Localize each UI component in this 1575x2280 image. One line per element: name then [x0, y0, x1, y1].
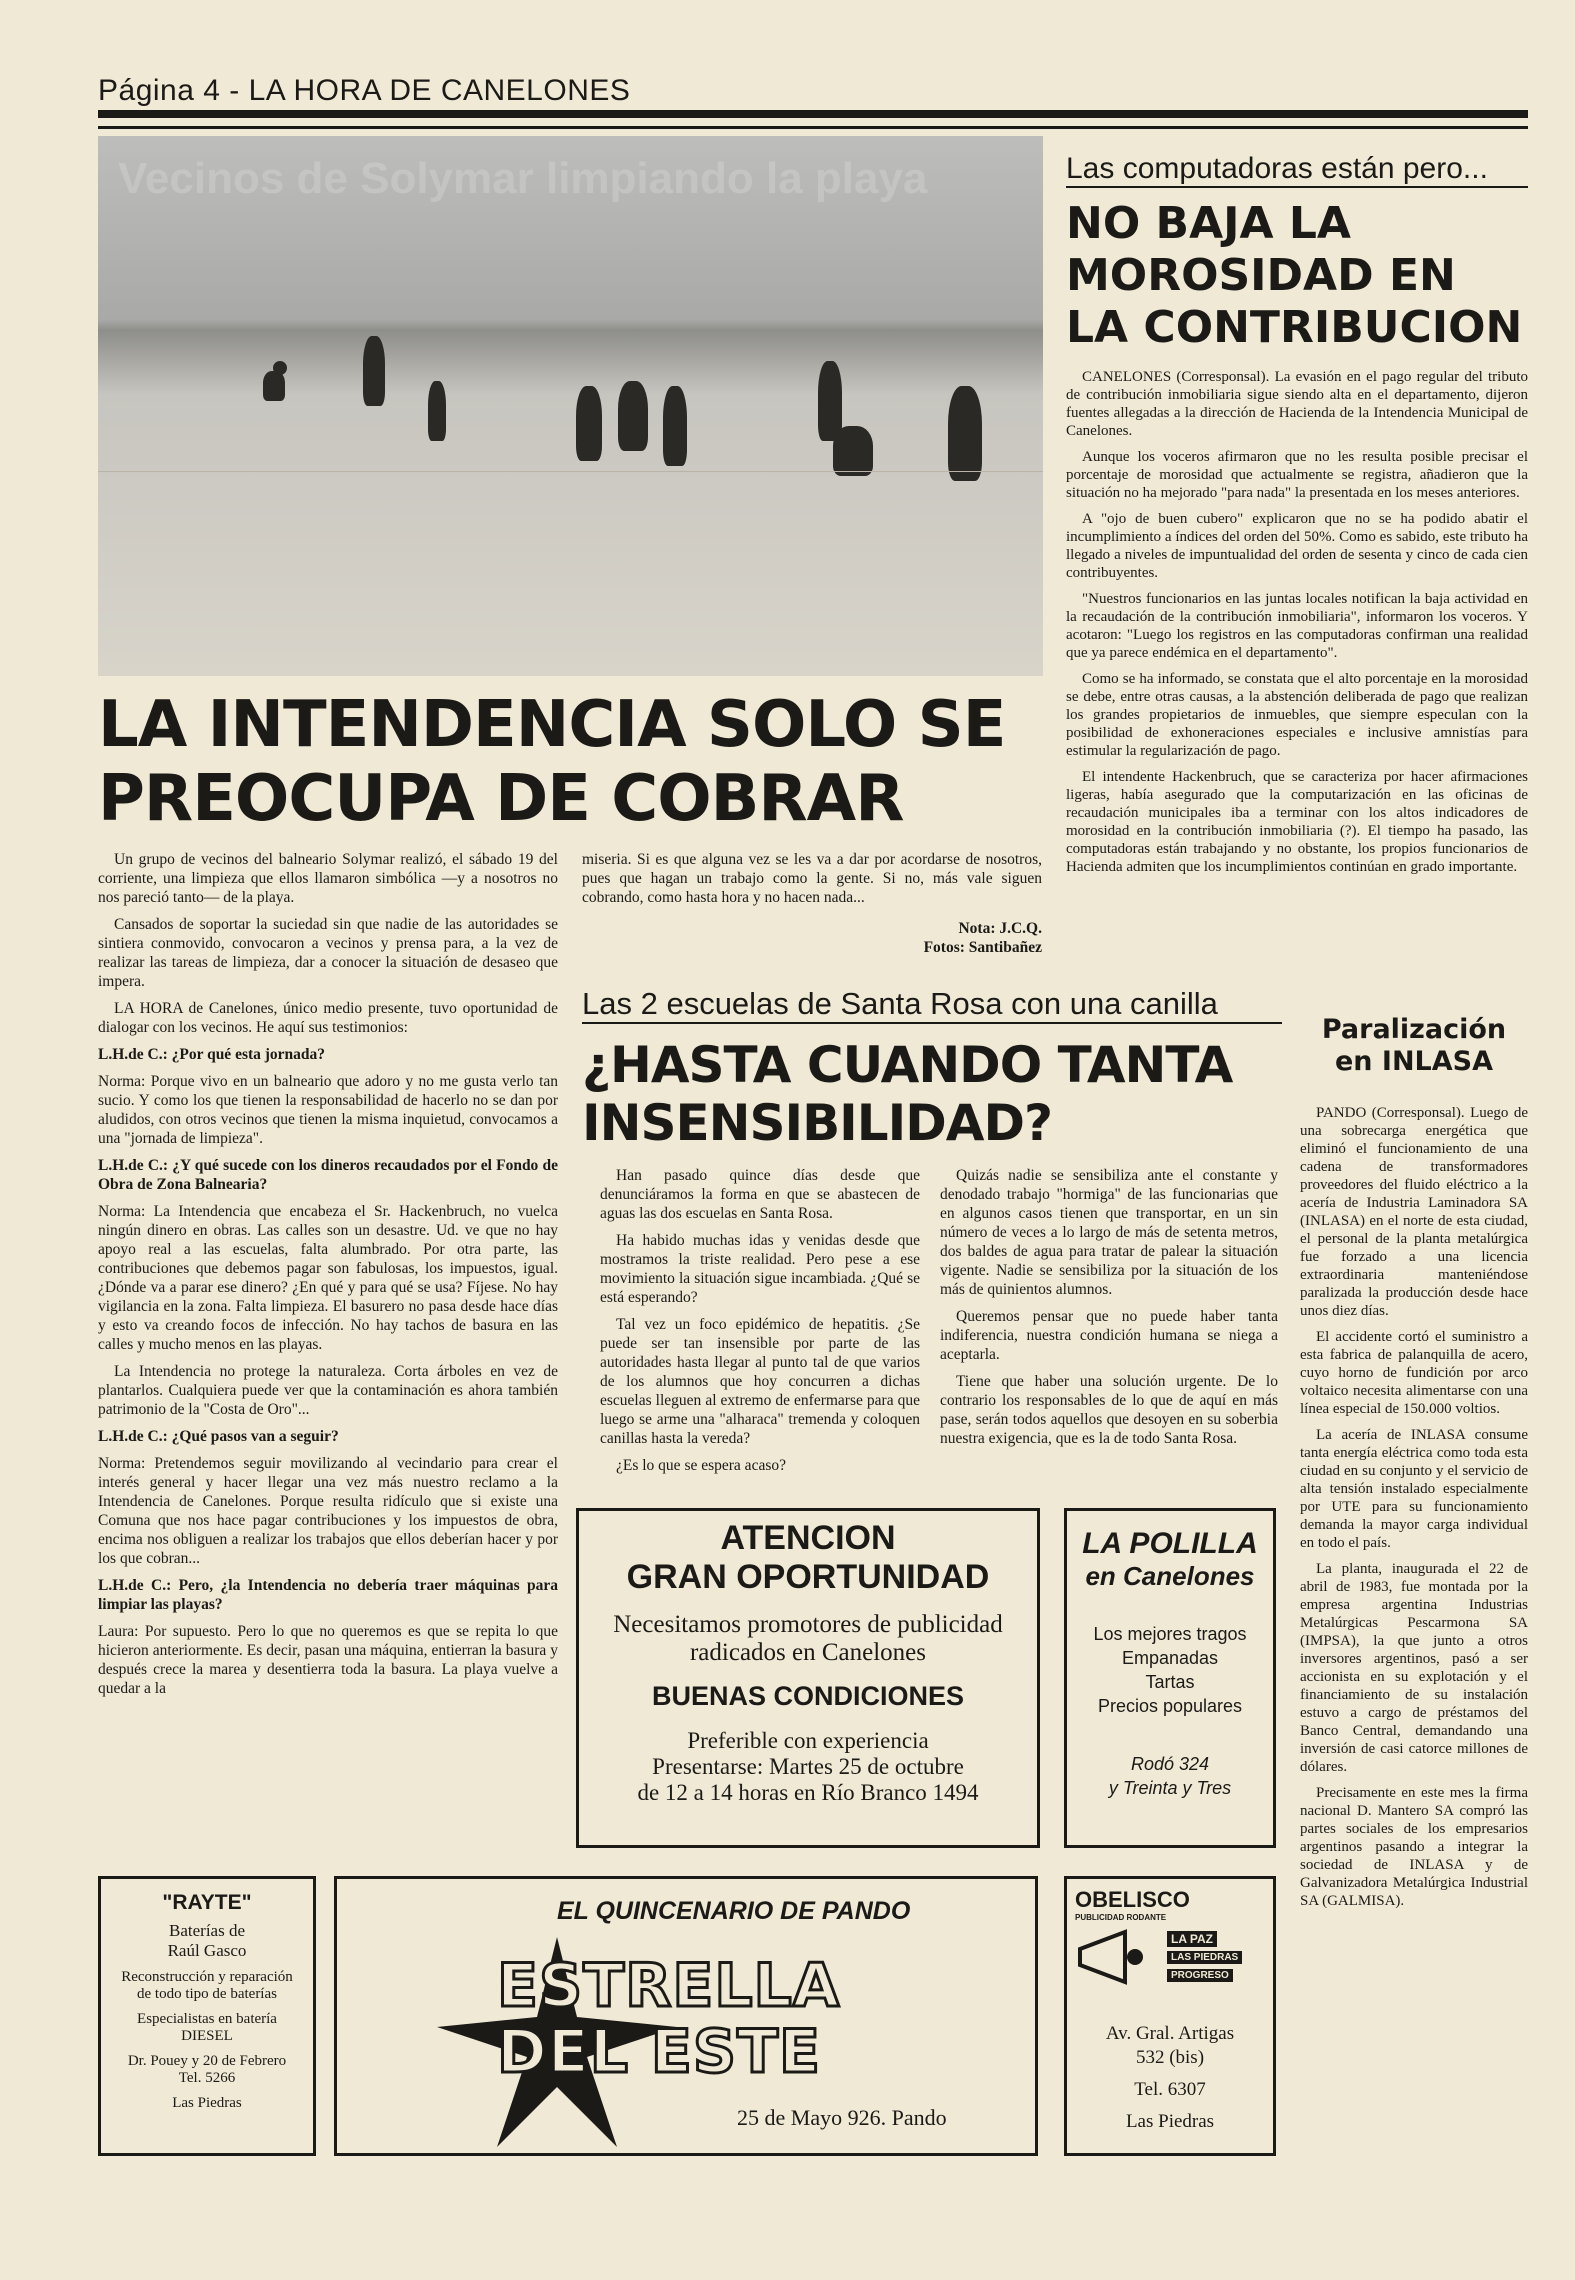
ad-atencion: [576, 1508, 1040, 1848]
schools-paragraph: Ha habido muchas idas y venidas desde que mostramos la triste realidad. Pero pese a ese movimiento la situación sigue incambiada. ¿Qué se está esperando?: [600, 1232, 920, 1306]
main-article-col1: [98, 850, 558, 1706]
ad-address: Rodó 324: [1130, 1754, 1210, 1774]
inlasa-paragraph: PANDO (Corresponsal). Luego de una sobrecarga energética que eliminó el funcionamiento de una cadena de transformadores proveedores del fluido eléctrico a la acería de Industria Laminadora SA (INLASA) en el norte de esta ciudad, el personal de la planta metalúrgica fue forzado a una licencia extraordinaria manteniéndose paralizada la producción desde hace unos diez días.: [1300, 1105, 1528, 1319]
inlasa-paragraph: Precisamente en este mes la firma nacional D. Mantero SA compró las partes sociales de los empresarios argentinos pasando a integrar la sociedad de INLASA y de Galvanizadora Metalúrgica Industrial SA (GALMISA).: [1300, 1785, 1528, 1909]
ad-text: de 12 a 14 horas en Río Branco 1494: [637, 1780, 979, 1805]
schools-paragraph: ¿Es lo que se espera acaso?: [616, 1457, 786, 1474]
ad-text: Necesitamos promotores de publicidad: [613, 1611, 1003, 1638]
interview-answer: Norma: La Intendencia que encabeza el Sr. Hackenbruch, no vuelca ningún dinero en obras. Las calles son un desastre. Ud. ve que no hay apoyo real a las escuelas, falta alumbrado. Por otra parte, las contribuciones que debemos pagar son fabulosas, los impuestos, igual. ¿Dónde va a parar ese dinero? ¿En qué y para qué se usa? Fíjese. No hay vigilancia en la zona. Falta limpieza. El basurero no pasa desde hace días y esto va creando focos de infección. No hay tachos de basura en las calles y mucho menos en las playas.: [98, 1203, 558, 1353]
inlasa-body: [1300, 1104, 1528, 1918]
ad-logo-name: DEL ESTE: [497, 2017, 822, 2087]
megaphone-icon: [1075, 1927, 1155, 1987]
ad-subtitle: BUENAS CONDICIONES: [651, 1681, 965, 1711]
schools-headline: ¿HASTA CUANDO TANTA INSENSIBILIDAD?: [582, 1036, 1233, 1152]
right-article-paragraph: Como se ha informado, se constata que el alto porcentaje en la morosidad se debe, entre otras causas, a la abstención deliberada de pago que realizan los grandes propietarios de inmuebles, que siempre especulan con la posibilidad de exhoneraciones especiales e inclusive amnistías para estimular la regularización de pago.: [1066, 671, 1528, 759]
ad-address: Av. Gral. Artigas: [1105, 2023, 1235, 2044]
ad-item: Los mejores tragos: [1093, 1624, 1247, 1644]
ad-phone: Tel. 6307: [1134, 2079, 1206, 2100]
ad-tag: LAS PIEDRAS: [1167, 1951, 1242, 1964]
ad-item: Tartas: [1145, 1672, 1195, 1692]
ad-city: Las Piedras: [1125, 2111, 1215, 2132]
ad-title: ATENCION: [720, 1519, 896, 1557]
article-credit-note: Nota: J.C.Q.: [958, 920, 1042, 937]
inlasa-paragraph: La acería de INLASA consume tanta energía eléctrica como toda esta ciudad en su conjunto y el servicio de alta tensión instalado especialmente por UTE para su funcionamiento demanda la mayor carga individual en todo el país.: [1300, 1427, 1528, 1551]
ad-estrella-del-este: [334, 1876, 1038, 2156]
right-article-paragraph: A "ojo de buen cubero" explicaron que no se ha podido abatir el incumplimiento a índices del orden del 50%. Como es sabido, este tributo ha llegado a niveles de impuntualidad del orden de sesenta y cinco de cada cien contribuyentes.: [1066, 511, 1528, 581]
ad-text: de todo tipo de baterías: [137, 1986, 277, 2002]
ad-text: Las Piedras: [172, 2095, 242, 2111]
header-rule: [98, 110, 1528, 118]
inlasa-paragraph: El accidente cortó el suministro a esta fabrica de palanquilla de acero, cuyo horno de fundición por arco voltaico necesita alimentarse con una línea especial de 150.000 voltios.: [1300, 1329, 1528, 1417]
interview-answer: Norma: Pretendemos seguir movilizando al vecindario para crear el interés general y hacer llegar una vez más nuestro reclamo a la Intendencia de Canelones. Porque resulta ridículo que si existe una Comuna que nos hace pagar contribuciones y los impuestos de obra, encima nos obliguen a realizar los trabajos que ellos deberían hacer y por los que cobran...: [98, 1455, 558, 1567]
ad-logo-name: OBELISCO: [1075, 1887, 1190, 1912]
beach-cleanup-photo: [98, 136, 1043, 676]
ad-tag: LA PAZ: [1167, 1931, 1217, 1947]
ad-obelisco: [1064, 1876, 1276, 2156]
ad-text: radicados en Canelones: [689, 1639, 927, 1666]
photo-caption: Vecinos de Solymar limpiando la playa: [118, 154, 928, 203]
ad-title: LA POLILLA: [1082, 1527, 1258, 1560]
intro-paragraph: Cansados de soportar la suciedad sin que nadie de las autoridades se sintiera conmovido, convocaron a vecinos y prensa para, a la vez de realizar las tareas de limpieza, dar a conocer la situación de desaseo que impera.: [98, 916, 558, 990]
intro-paragraph: Un grupo de vecinos del balneario Solymar realizó, el sábado 19 del corriente, una limpieza que ellos llamaron simbólica —y a nosotros no nos pareció tanto— de la playa.: [98, 851, 558, 906]
ad-la-polilla: [1064, 1508, 1276, 1848]
ad-logo-sub: PUBLICIDAD RODANTE: [1075, 1913, 1167, 1922]
article-credit-photos: Fotos: Santibañez: [923, 939, 1042, 956]
inlasa-headline: Paralización en INLASA: [1321, 1014, 1507, 1077]
schools-kicker: Las 2 escuelas de Santa Rosa con una canilla: [582, 986, 1282, 1024]
ad-text: Baterías de: [169, 1921, 245, 1940]
header-rule-thin: [98, 126, 1528, 129]
right-article-paragraph: CANELONES (Corresponsal). La evasión en el pago regular del tributo de contribución inmobiliaria sigue siendo alta en el departamento, dijeron fuentes allegadas a la dirección de Hacienda de la Intendencia Municipal de Canelones.: [1066, 369, 1528, 439]
ad-text: Especialistas en batería: [137, 2011, 277, 2027]
main-article-col2: [582, 850, 1042, 957]
ad-text: Preferible con experiencia: [687, 1728, 929, 1753]
ad-text: Reconstrucción y reparación: [121, 1969, 293, 1985]
schools-paragraph: Tiene que haber una solución urgente. De lo contrario los responsables de lo que de aquí en más pase, serán todos aquellos que desoyen en su soberbia nuestra exigencia, que es la de todo Santa Rosa.: [940, 1373, 1278, 1447]
page-header: Página 4 - LA HORA DE CANELONES: [98, 74, 631, 107]
right-article-paragraph: El intendente Hackenbruch, que se caracteriza por hacer afirmaciones ligeras, había asegurado que la computarización en las oficinas de recaudación municipales iba a terminar con los altos indicadores de morosidad en la contribución inmobiliaria (?). El tiempo ha pasado, las computadoras están trabajando y no obstante, los propios funcionarios de Hacienda admiten que los incumplimientos continúan en grado importante.: [1066, 769, 1528, 875]
ad-text: Raúl Gasco: [167, 1941, 247, 1960]
ad-title: en Canelones: [1085, 1561, 1255, 1591]
schools-paragraph: Quizás nadie se sensibiliza ante el constante y denodado trabajo "hormiga" de las funcionarias que en algunos casos tienen que transportar, en un sin número de veces a lo largo de más de setenta metros, dos baldes de agua para tratar de palear la situación vigente. Nadie se sensibiliza por la situación de los más de quinientos alumnos.: [940, 1167, 1278, 1298]
ad-address: 532 (bis): [1135, 2047, 1205, 2068]
interview-question: L.H.de C.: ¿Qué pasos van a seguir?: [98, 1428, 339, 1445]
schools-col2: [940, 1166, 1278, 1456]
right-article-kicker: Las computadoras están pero...: [1066, 152, 1528, 188]
ad-item: Empanadas: [1121, 1648, 1219, 1668]
ad-tag: PROGRESO: [1167, 1969, 1233, 1982]
ad-text: Dr. Pouey y 20 de Febrero: [127, 2053, 287, 2069]
ad-text: Tel. 5266: [178, 2070, 236, 2086]
schools-paragraph: Queremos pensar que no puede haber tanta indiferencia, nuestra condición humana se niega a aceptarla.: [940, 1308, 1278, 1363]
ad-rayte: [98, 1876, 316, 2156]
main-headline: LA INTENDENCIA SOLO SE PREOCUPA DE COBRAR: [98, 688, 1006, 836]
schools-paragraph: Tal vez un foco epidémico de hepatitis. ¿Se puede ser tan insensible por parte de las autoridades hasta llegar al punto tal de que varios de los alumnos que hoy concurren a dichas escuelas lleguen al extremo de enfermarse para que luego se arme una "alharaca" tremenda y coloquen canillas hasta la vereda?: [600, 1316, 920, 1447]
intro-paragraph: LA HORA de Canelones, único medio presente, tuvo oportunidad de dialogar con los vecinos. He aquí sus testimonios:: [98, 1000, 558, 1036]
ad-address: 25 de Mayo 926. Pando: [737, 2105, 947, 2130]
interview-question: L.H.de C.: ¿Por qué esta jornada?: [98, 1046, 326, 1063]
interview-answer: Norma: Porque vivo en un balneario que adoro y no me gusta verlo tan sucio. Y como los que tienen la responsabilidad de hacerlo no se dan por aludidos, con otros vecinos que tienen la misma inquietud, convocamos a una "jornada de limpieza".: [98, 1073, 558, 1147]
ad-item: Precios populares: [1097, 1696, 1243, 1716]
ad-title: "RAYTE": [162, 1891, 252, 1914]
schools-paragraph: Han pasado quince días desde que denunciáramos la forma en que se abastecen de aguas las dos escuelas en Santa Rosa.: [600, 1167, 920, 1222]
interview-answer: Laura: Por supuesto. Pero lo que no queremos es que se repita lo que hicieron anteriormente. Es decir, pasan una máquina, entierran la basura y después crece la marea y desentierra toda la basura. La playa vuelve a quedar a la: [98, 1623, 558, 1697]
interview-question: L.H.de C.: ¿Y qué sucede con los dineros recaudados por el Fondo de Obra de Zona Balnearia?: [98, 1157, 558, 1193]
inlasa-paragraph: La planta, inaugurada el 22 de abril de 1983, fue montada por la empresa argentina Industrias Metalúrgicas Pescarmona SA (IMPSA), la que junto a otros inversores argentinos, pasó a ser accionista en su explotación y el financiamiento de su instalación estuvo a cargo de préstamos del Banco Central, demandando una inversión de casi catorce millones de dólares.: [1300, 1561, 1528, 1775]
right-article-paragraph: "Nuestros funcionarios en las juntas locales notifican la baja actividad en la recaudación de la contribución inmobiliaria", informaron los voceros. Y acotaron: "Luego los registros en las computadoras confirman una realidad que ya parece endémica en el departamento".: [1066, 591, 1528, 661]
right-article-body: [1066, 368, 1528, 884]
ad-subtitle: EL QUINCENARIO DE PANDO: [557, 1897, 911, 1925]
ad-title: GRAN OPORTUNIDAD: [626, 1558, 990, 1596]
ad-text: Presentarse: Martes 25 de octubre: [652, 1754, 964, 1779]
interview-question: L.H.de C.: Pero, ¿la Intendencia no debería traer máquinas para limpiar las playas?: [98, 1577, 558, 1613]
ad-address: y Treinta y Tres: [1108, 1778, 1232, 1798]
interview-answer: La Intendencia no protege la naturaleza. Corta árboles en vez de plantarlos. Cualquiera puede ver que la contaminación es ahora también patrimonio de la "Costa de Oro"...: [98, 1363, 558, 1418]
schools-col1: [600, 1166, 920, 1483]
ad-text: DIESEL: [181, 2028, 233, 2044]
right-article-headline: NO BAJA LA MOROSIDAD EN LA CONTRIBUCION: [1066, 198, 1523, 353]
article-continuation: miseria. Si es que alguna vez se les va a dar por acordarse de nosotros, pues que hagan un trabajo como la gente. Si no, más vale siguen cobrando, como hasta hora y no hacen nada...: [582, 851, 1042, 906]
ad-logo-name: ESTRELLA: [497, 1951, 841, 2021]
right-article-paragraph: Aunque los voceros afirmaron que no les resulta posible precisar el porcentaje de morosidad que actualmente se registra, añadieron que la situación no ha mejorado "para nada" la presentada en los meses anteriores.: [1066, 449, 1528, 501]
